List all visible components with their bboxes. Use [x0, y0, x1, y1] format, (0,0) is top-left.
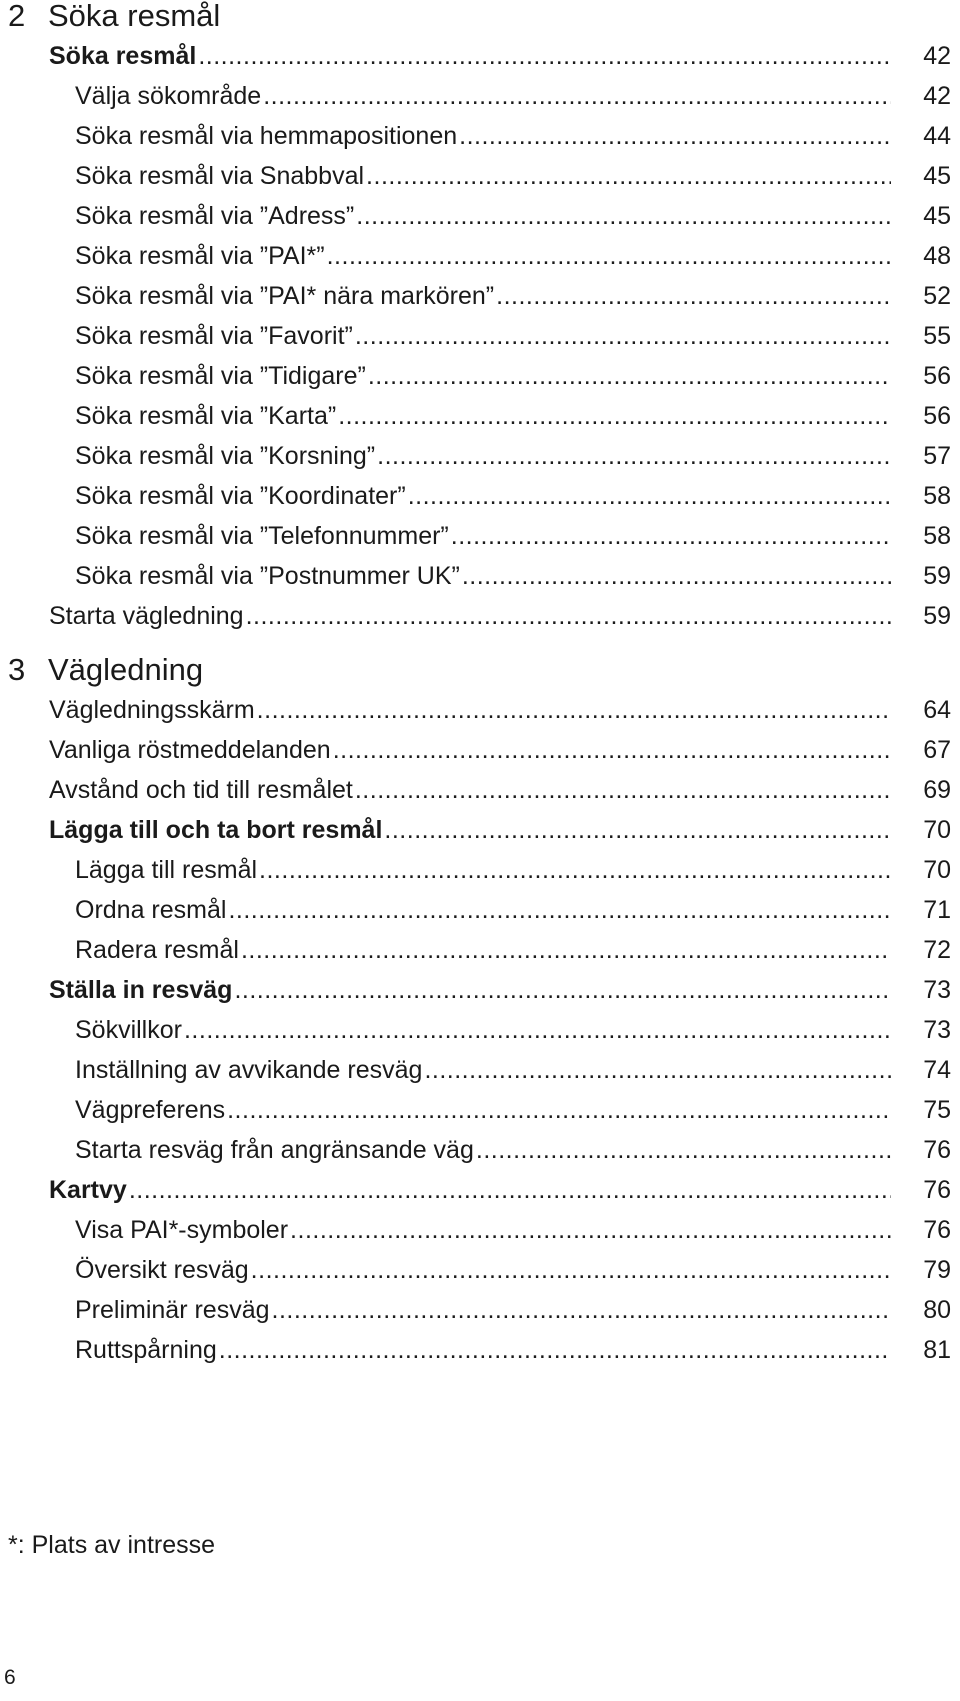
dot-leader [424, 1050, 891, 1090]
dot-leader [129, 1170, 891, 1210]
toc-entry-page: 76 [923, 1136, 951, 1164]
toc-entry[interactable] [75, 76, 951, 116]
toc-entry-page: 58 [923, 482, 951, 510]
toc-entry[interactable] [75, 396, 951, 436]
toc-entry-page: 67 [923, 736, 951, 764]
toc-entry[interactable] [75, 1010, 951, 1050]
dot-leader [257, 690, 891, 730]
toc-entry-page: 59 [923, 562, 951, 590]
toc-entry-page: 57 [923, 442, 951, 470]
dot-leader [333, 730, 891, 770]
toc-entry-page: 42 [923, 42, 951, 70]
toc-entry[interactable] [75, 1290, 951, 1330]
toc-entry-title: Söka resmål via ”PAI* nära markören” [75, 282, 495, 310]
dot-leader [290, 1210, 891, 1250]
toc-entry[interactable] [75, 436, 951, 476]
toc-entry[interactable] [75, 476, 951, 516]
toc-entry-title: Vanliga röstmeddelanden [49, 736, 331, 764]
toc-entry-page: 42 [923, 82, 951, 110]
dot-leader [496, 276, 891, 316]
dot-leader [462, 556, 891, 596]
toc-entry-page: 74 [923, 1056, 951, 1084]
footnote: *: Plats av intresse [8, 1531, 216, 1559]
toc-entry[interactable] [75, 556, 951, 596]
toc-entry-title: Visa PAI*-symboler [75, 1216, 289, 1244]
toc-entry-page: 45 [923, 162, 951, 190]
toc-entry-title: Söka resmål via Snabbval [75, 162, 365, 190]
toc-entry-page: 44 [923, 122, 951, 150]
toc-entry[interactable] [49, 770, 951, 810]
dot-leader [184, 1010, 891, 1050]
dot-leader [355, 316, 891, 356]
toc-entry-title: Välja sökområde [75, 82, 262, 110]
toc-entry[interactable] [75, 236, 951, 276]
dot-leader [384, 810, 891, 850]
toc-entry[interactable] [75, 1330, 951, 1370]
toc-entry-title: Vägledningsskärm [49, 696, 255, 724]
dot-leader [227, 1090, 891, 1130]
page-number: 6 [4, 1666, 16, 1689]
toc-entry[interactable] [75, 850, 951, 890]
toc-entry-page: 56 [923, 362, 951, 390]
toc-entry-title: Radera resmål [75, 936, 239, 964]
dot-leader [408, 476, 891, 516]
chapter-title: Vägledning [48, 652, 204, 687]
toc-entry-title: Söka resmål via ”PAI*” [75, 242, 325, 270]
toc-entry-page: 76 [923, 1216, 951, 1244]
toc-entry-title: Vägpreferens [75, 1096, 226, 1124]
toc-entry-title: Söka resmål [49, 42, 197, 70]
toc-entry-title: Starta resväg från angränsande väg [75, 1136, 474, 1164]
toc-entry-title: Översikt resväg [75, 1256, 249, 1284]
toc-entry-page: 58 [923, 522, 951, 550]
toc-entry-title: Söka resmål via ”Postnummer UK” [75, 562, 460, 590]
toc-entry-page: 52 [923, 282, 951, 310]
toc-entry[interactable] [49, 810, 951, 850]
dot-leader [451, 516, 891, 556]
dot-leader [355, 770, 891, 810]
toc-entry-title: Söka resmål via ”Karta” [75, 402, 337, 430]
dot-leader [219, 1330, 891, 1370]
dot-leader [377, 436, 891, 476]
toc-entry-title: Lägga till och ta bort resmål [49, 816, 383, 844]
toc-entry-page: 80 [923, 1296, 951, 1324]
dot-leader [327, 236, 891, 276]
toc-entry-page: 71 [923, 896, 951, 924]
toc-entry-page: 64 [923, 696, 951, 724]
dot-leader [228, 890, 891, 930]
chapter-number: 2 [8, 0, 26, 33]
dot-leader [356, 196, 891, 236]
toc-entry[interactable] [75, 156, 951, 196]
toc-entry-page: 59 [923, 602, 951, 630]
toc-entry-page: 79 [923, 1256, 951, 1284]
toc-entry-page: 70 [923, 856, 951, 884]
toc-entry[interactable] [75, 276, 951, 316]
toc-entry-page: 73 [923, 1016, 951, 1044]
toc-entry-title: Söka resmål via ”Korsning” [75, 442, 376, 470]
toc-entry-title: Avstånd och tid till resmålet [49, 776, 353, 804]
toc-entry-title: Ställa in resväg [49, 976, 233, 1004]
dot-leader [246, 596, 891, 636]
toc-entry-page: 45 [923, 202, 951, 230]
toc-entry-title: Lägga till resmål [75, 856, 258, 884]
dot-leader [198, 36, 891, 76]
toc-entry-page: 73 [923, 976, 951, 1004]
toc-entry-page: 76 [923, 1176, 951, 1204]
dot-leader [251, 1250, 891, 1290]
toc-entry-title: Ordna resmål [75, 896, 227, 924]
toc-entry-page: 69 [923, 776, 951, 804]
toc-entry[interactable] [75, 116, 951, 156]
chapter-heading [8, 0, 220, 38]
toc-entry-page: 56 [923, 402, 951, 430]
toc-entry-title: Ruttspårning [75, 1336, 217, 1364]
dot-leader [259, 850, 891, 890]
toc-entry-title: Söka resmål via hemmapositionen [75, 122, 458, 150]
chapter-heading [8, 648, 203, 692]
dot-leader [263, 76, 891, 116]
chapter-number: 3 [8, 652, 26, 687]
toc-entry[interactable] [49, 690, 951, 730]
toc-entry[interactable] [49, 970, 951, 1010]
toc-entry-page: 55 [923, 322, 951, 350]
toc-entry-page: 72 [923, 936, 951, 964]
toc-entry[interactable] [75, 356, 951, 396]
toc-entry-title: Sökvillkor [75, 1016, 182, 1044]
toc-entry-title: Söka resmål via ”Adress” [75, 202, 355, 230]
dot-leader [366, 156, 891, 196]
toc-entry[interactable] [75, 930, 951, 970]
dot-leader [338, 396, 891, 436]
dot-leader [368, 356, 891, 396]
toc-entry[interactable] [75, 1130, 951, 1170]
toc-entry[interactable] [49, 36, 951, 76]
toc-entry-title: Söka resmål via ”Tidigare” [75, 362, 366, 390]
toc-entry-page: 75 [923, 1096, 951, 1124]
toc-entry-title: Preliminär resväg [75, 1296, 270, 1324]
toc-entry[interactable] [75, 516, 951, 556]
toc-entry[interactable] [49, 730, 951, 770]
toc-entry[interactable] [75, 890, 951, 930]
toc-entry[interactable] [75, 1090, 951, 1130]
chapter-title: Söka resmål [48, 0, 221, 33]
toc-entry-page: 48 [923, 242, 951, 270]
toc-entry[interactable] [49, 596, 951, 636]
toc-entry-page: 81 [923, 1336, 951, 1364]
toc-entry-page: 70 [923, 816, 951, 844]
toc-entry[interactable] [75, 196, 951, 236]
toc-entry-title: Inställning av avvikande resväg [75, 1056, 423, 1084]
toc-entry[interactable] [49, 1170, 951, 1210]
toc-entry-title: Kartvy [49, 1176, 127, 1204]
toc-entry-title: Starta vägledning [49, 602, 244, 630]
toc-entry-title: Söka resmål via ”Favorit” [75, 322, 353, 350]
toc-entry[interactable] [75, 1050, 951, 1090]
toc-entry-title: Söka resmål via ”Telefonnummer” [75, 522, 449, 550]
toc-entry-title: Söka resmål via ”Koordinater” [75, 482, 406, 510]
toc-entry[interactable] [75, 316, 951, 356]
toc-entry[interactable] [75, 1210, 951, 1250]
toc-entry[interactable] [75, 1250, 951, 1290]
dot-leader [234, 970, 891, 1010]
dot-leader [459, 116, 891, 156]
dot-leader [272, 1290, 891, 1330]
dot-leader [241, 930, 891, 970]
dot-leader [476, 1130, 891, 1170]
